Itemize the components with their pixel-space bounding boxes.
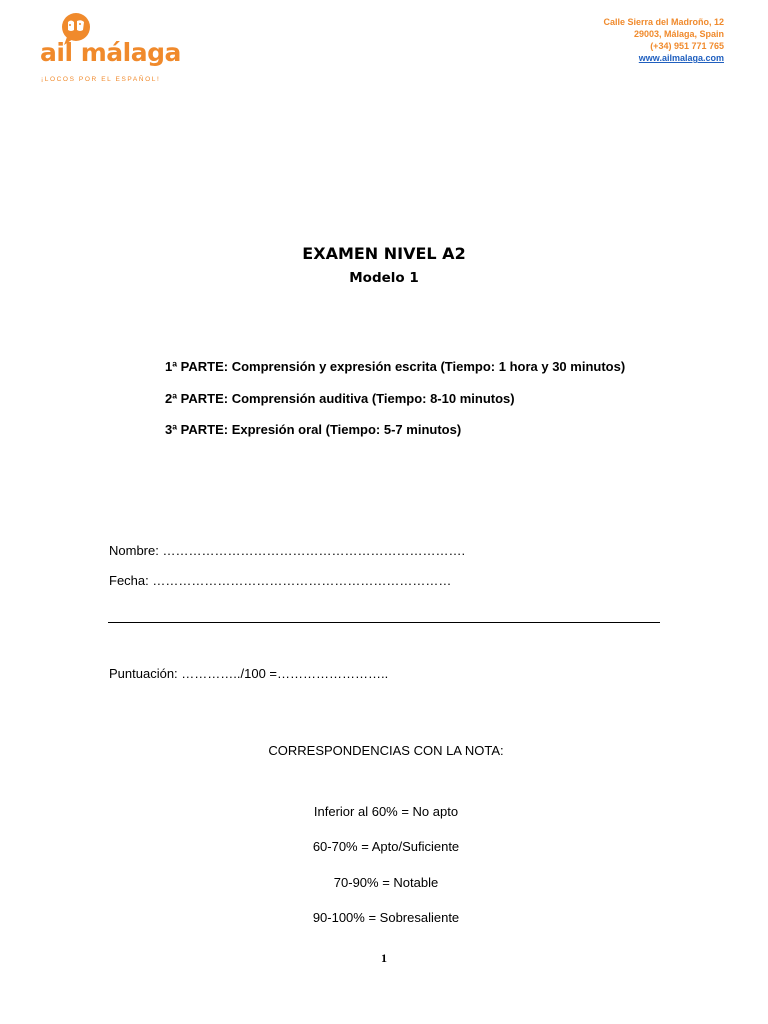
correspondence-title: CORRESPONDENCIAS CON LA NOTA: (268, 743, 504, 758)
grade-notable: 70-90% = Notable (333, 875, 439, 890)
score-field: Puntuación: …………../100 =…………………….. (109, 666, 389, 681)
page-number: 1 (381, 951, 387, 965)
logo-tagline: ¡LOCOS POR EL ESPAÑOL! (41, 76, 161, 83)
exam-part-1: 1ª PARTE: Comprensión y expresión escrita (Tiempo: 1 hora y 30 minutos) (165, 359, 626, 374)
address-phone: (+34) 951 771 765 (650, 41, 724, 51)
grade-outstanding: 90-100% = Sobresaliente (312, 910, 460, 925)
address-city: 29003, Málaga, Spain (633, 29, 724, 39)
company-address (603, 16, 724, 64)
company-logo (40, 12, 181, 83)
exam-subtitle: Modelo 1 (349, 270, 419, 286)
website-link[interactable]: www.ailmalaga.com (638, 53, 724, 63)
date-field: Fecha: …………………………………………………………… (109, 573, 452, 588)
exam-title: EXAMEN NIVEL A2 (302, 244, 466, 263)
exam-part-3: 3ª PARTE: Expresión oral (Tiempo: 5-7 minutos) (165, 422, 462, 437)
exam-parts-list (165, 359, 666, 454)
address-street: Calle Sierra del Madroño, 12 (603, 17, 724, 27)
exam-part-2: 2ª PARTE: Comprensión auditiva (Tiempo: 8-10 minutos) (165, 390, 515, 406)
grade-not-pass: Inferior al 60% = No apto (313, 804, 459, 819)
logo-wordmark: ail málaga (40, 38, 181, 67)
name-field: Nombre: ……………………………………………………………. (109, 543, 466, 558)
divider-line (108, 622, 660, 623)
grade-pass: 60-70% = Apto/Suficiente (312, 839, 460, 854)
